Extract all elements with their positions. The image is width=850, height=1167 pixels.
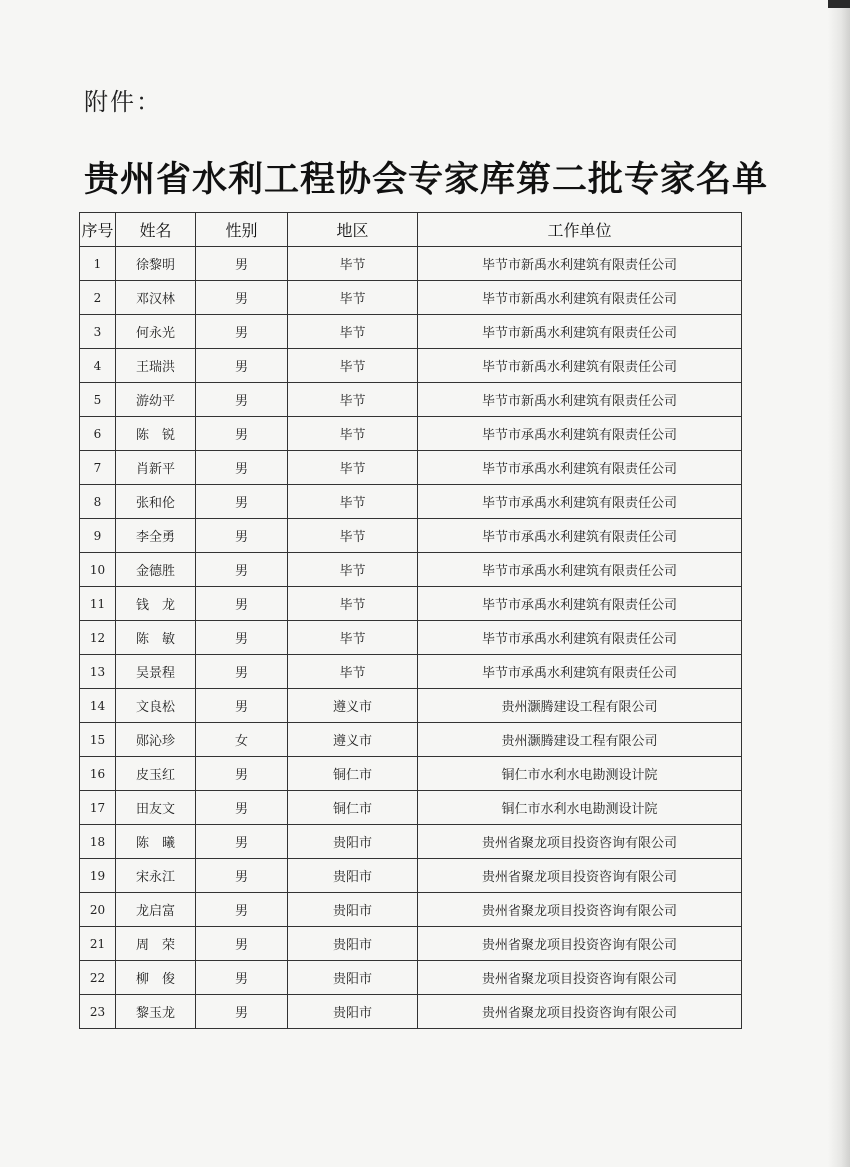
table-row [80,655,742,689]
document-title: 贵州省水利工程协会专家库第二批专家名单 [84,159,769,200]
cell-name: 宋永江 [116,859,196,893]
cell-region: 贵阳市 [288,961,418,995]
cell-no: 19 [80,859,116,893]
cell-no: 8 [80,485,116,519]
cell-region: 贵阳市 [288,995,418,1029]
header-no: 序号 [80,213,116,247]
cell-gender: 男 [196,655,288,689]
cell-name: 李全勇 [116,519,196,553]
cell-no: 9 [80,519,116,553]
expert-list-table [79,212,742,1029]
table-row [80,723,742,757]
cell-region: 毕节 [288,281,418,315]
cell-unit: 铜仁市水利水电勘测设计院 [418,791,742,825]
cell-unit: 毕节市新禹水利建筑有限责任公司 [418,247,742,281]
cell-region: 贵阳市 [288,825,418,859]
cell-no: 13 [80,655,116,689]
cell-unit: 毕节市承禹水利建筑有限责任公司 [418,451,742,485]
cell-name: 田友文 [116,791,196,825]
cell-name: 陈 锐 [116,417,196,451]
cell-gender: 男 [196,859,288,893]
table-row [80,689,742,723]
cell-no: 1 [80,247,116,281]
cell-no: 21 [80,927,116,961]
cell-no: 4 [80,349,116,383]
cell-region: 遵义市 [288,689,418,723]
cell-unit: 毕节市承禹水利建筑有限责任公司 [418,485,742,519]
header-name: 姓名 [116,213,196,247]
cell-no: 20 [80,893,116,927]
cell-gender: 男 [196,757,288,791]
table-row [80,587,742,621]
cell-name: 张和伦 [116,485,196,519]
cell-unit: 毕节市承禹水利建筑有限责任公司 [418,417,742,451]
cell-no: 6 [80,417,116,451]
cell-no: 12 [80,621,116,655]
cell-region: 毕节 [288,315,418,349]
cell-no: 23 [80,995,116,1029]
cell-region: 毕节 [288,247,418,281]
cell-gender: 男 [196,995,288,1029]
cell-unit: 贵州省聚龙项目投资咨询有限公司 [418,927,742,961]
cell-name: 皮玉红 [116,757,196,791]
table-row [80,349,742,383]
cell-unit: 毕节市承禹水利建筑有限责任公司 [418,621,742,655]
cell-region: 毕节 [288,587,418,621]
table-row [80,927,742,961]
cell-no: 16 [80,757,116,791]
cell-unit: 毕节市新禹水利建筑有限责任公司 [418,281,742,315]
cell-no: 11 [80,587,116,621]
cell-name: 王瑞洪 [116,349,196,383]
cell-unit: 贵州省聚龙项目投资咨询有限公司 [418,825,742,859]
cell-unit: 铜仁市水利水电勘测设计院 [418,757,742,791]
table-body [80,247,742,1029]
header-region: 地区 [288,213,418,247]
table-row [80,281,742,315]
cell-name: 龙启富 [116,893,196,927]
cell-region: 毕节 [288,417,418,451]
cell-no: 17 [80,791,116,825]
cell-gender: 男 [196,893,288,927]
table-header-row [80,213,742,247]
cell-gender: 男 [196,383,288,417]
cell-name: 柳 俊 [116,961,196,995]
cell-gender: 女 [196,723,288,757]
cell-name: 游幼平 [116,383,196,417]
cell-gender: 男 [196,451,288,485]
table-row [80,995,742,1029]
cell-gender: 男 [196,485,288,519]
cell-region: 毕节 [288,383,418,417]
cell-gender: 男 [196,417,288,451]
cell-unit: 毕节市承禹水利建筑有限责任公司 [418,553,742,587]
cell-name: 陈 敏 [116,621,196,655]
cell-gender: 男 [196,791,288,825]
cell-region: 贵阳市 [288,927,418,961]
cell-no: 2 [80,281,116,315]
cell-name: 文良松 [116,689,196,723]
table-row [80,383,742,417]
cell-name: 邓汉林 [116,281,196,315]
cell-no: 10 [80,553,116,587]
cell-gender: 男 [196,315,288,349]
cell-unit: 毕节市新禹水利建筑有限责任公司 [418,349,742,383]
cell-name: 肖新平 [116,451,196,485]
cell-name: 周 荣 [116,927,196,961]
cell-gender: 男 [196,621,288,655]
attachment-label: 附件： [84,88,162,116]
table-row [80,791,742,825]
table-row [80,451,742,485]
cell-unit: 毕节市新禹水利建筑有限责任公司 [418,315,742,349]
table-row [80,621,742,655]
cell-name: 吴景程 [116,655,196,689]
corner-mark [828,0,850,8]
header-gender: 性别 [196,213,288,247]
cell-region: 毕节 [288,485,418,519]
table-row [80,519,742,553]
cell-region: 贵阳市 [288,893,418,927]
cell-gender: 男 [196,587,288,621]
cell-no: 5 [80,383,116,417]
table-row [80,859,742,893]
cell-region: 毕节 [288,519,418,553]
cell-region: 毕节 [288,553,418,587]
cell-region: 毕节 [288,655,418,689]
table-row [80,315,742,349]
cell-unit: 毕节市承禹水利建筑有限责任公司 [418,587,742,621]
cell-unit: 贵州灏腾建设工程有限公司 [418,723,742,757]
cell-no: 18 [80,825,116,859]
cell-no: 22 [80,961,116,995]
cell-no: 15 [80,723,116,757]
cell-name: 何永光 [116,315,196,349]
cell-name: 黎玉龙 [116,995,196,1029]
cell-gender: 男 [196,825,288,859]
cell-no: 14 [80,689,116,723]
page-edge-shadow [828,0,850,1167]
cell-region: 铜仁市 [288,791,418,825]
cell-region: 贵阳市 [288,859,418,893]
cell-gender: 男 [196,689,288,723]
cell-no: 7 [80,451,116,485]
cell-name: 徐黎明 [116,247,196,281]
cell-name: 钱 龙 [116,587,196,621]
cell-unit: 贵州灏腾建设工程有限公司 [418,689,742,723]
cell-unit: 贵州省聚龙项目投资咨询有限公司 [418,859,742,893]
cell-gender: 男 [196,281,288,315]
header-unit: 工作单位 [418,213,742,247]
table-row [80,757,742,791]
cell-gender: 男 [196,519,288,553]
cell-region: 毕节 [288,621,418,655]
cell-region: 铜仁市 [288,757,418,791]
cell-unit: 贵州省聚龙项目投资咨询有限公司 [418,961,742,995]
cell-no: 3 [80,315,116,349]
cell-unit: 毕节市新禹水利建筑有限责任公司 [418,383,742,417]
cell-unit: 贵州省聚龙项目投资咨询有限公司 [418,893,742,927]
cell-name: 金德胜 [116,553,196,587]
cell-gender: 男 [196,553,288,587]
cell-name: 陈 曦 [116,825,196,859]
table-row [80,893,742,927]
table-row [80,247,742,281]
cell-name: 郧沁珍 [116,723,196,757]
cell-region: 遵义市 [288,723,418,757]
cell-gender: 男 [196,247,288,281]
cell-unit: 毕节市承禹水利建筑有限责任公司 [418,655,742,689]
cell-gender: 男 [196,961,288,995]
table-row [80,485,742,519]
cell-gender: 男 [196,349,288,383]
cell-unit: 贵州省聚龙项目投资咨询有限公司 [418,995,742,1029]
table-row [80,961,742,995]
table-row [80,553,742,587]
cell-region: 毕节 [288,451,418,485]
cell-unit: 毕节市承禹水利建筑有限责任公司 [418,519,742,553]
table-row [80,417,742,451]
cell-gender: 男 [196,927,288,961]
cell-region: 毕节 [288,349,418,383]
table-row [80,825,742,859]
